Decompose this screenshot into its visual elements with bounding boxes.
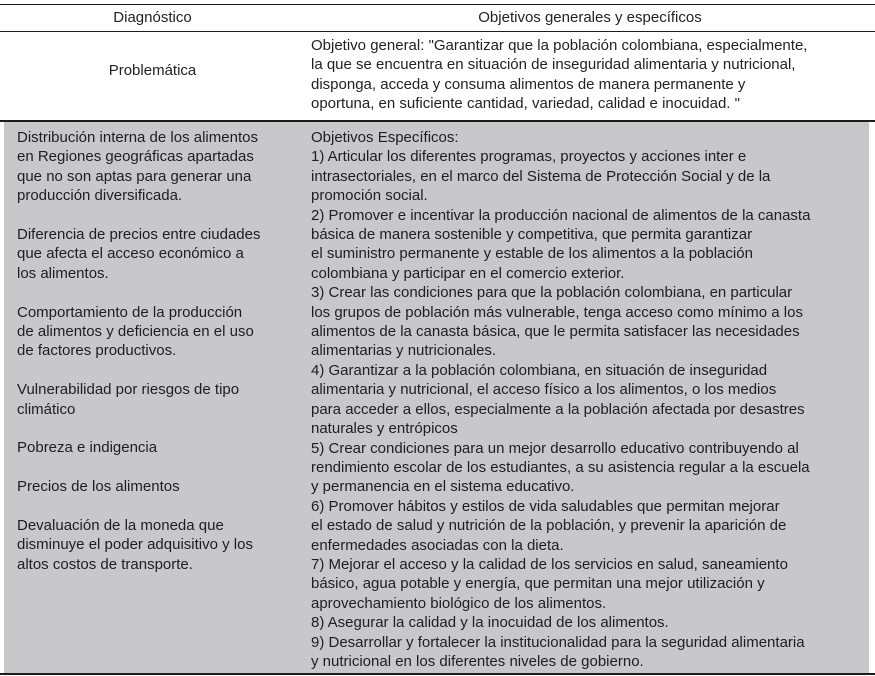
- specific-line: 3) Crear las condiciones para que la población colombiana, en particular: [311, 284, 793, 302]
- diagnostic-line: Diferencia de precios entre ciudades: [17, 226, 261, 244]
- diagnostic-line: Pobreza e indigencia: [17, 439, 158, 457]
- table-bottom-rule: [0, 673, 875, 675]
- specific-line: alimentarias y nutricionales.: [311, 342, 497, 360]
- diagnostic-item: [17, 516, 302, 574]
- specific-line: 1) Articular los diferentes programas, proyectos y acciones inter e: [311, 148, 747, 166]
- specific-line: 4) Garantizar a la población colombiana, en situación de inseguridad: [311, 361, 768, 379]
- objetivo-general-line: Objetivo general: "Garantizar que la población colombiana, especialmente,: [311, 37, 808, 54]
- diagnostic-line: de alimentos y deficiencia en el uso: [17, 323, 254, 341]
- specific-line: los grupos de población más vulnerable, tenga acceso como mínimo a los: [311, 303, 803, 321]
- objetivo-general-line: oportuna, en suficiente cantidad, variedad, calidad e inocuidad. ": [311, 95, 740, 113]
- specific-line: y nutricional en los diferentes niveles de gobierno.: [311, 652, 644, 670]
- objetivos-especificos-title: Objetivos Específicos:: [311, 129, 459, 146]
- diagnostic-line: que no son aptas para generar una: [17, 167, 252, 185]
- diagnostic-item: [17, 128, 302, 206]
- diagnostic-line: Comportamiento de la producción: [17, 303, 243, 321]
- diagnostic-line: disminuye el poder adquisitivo y los: [17, 536, 253, 554]
- specific-line: enfermedades asociadas con la dieta.: [311, 536, 564, 554]
- specific-line: 7) Mejorar el acceso y la calidad de los servicios en salud, saneamiento: [311, 555, 788, 573]
- specific-line: básico, agua potable y energía, que permitan una mejor utilización y: [311, 575, 765, 593]
- specific-line: alimentaria y nutricional, el acceso físico a los alimentos, o los medios: [311, 381, 777, 399]
- diagnostic-line: los alimentos.: [17, 264, 109, 282]
- specific-line: naturales y entrópicos: [311, 420, 458, 438]
- header-objetivos: Objetivos generales y específicos: [478, 9, 702, 26]
- specific-line: rendimiento escolar de los estudiantes, a su asistencia regular a la escuela: [311, 458, 810, 476]
- diagnostic-line: Devaluación de la moneda que: [17, 517, 224, 535]
- diagnostic-line: producción diversificada.: [17, 187, 183, 205]
- diagnostic-line: de factores productivos.: [17, 342, 177, 360]
- specific-line: el estado de salud y nutrición de la población, y prevenir la aparición de: [311, 517, 787, 535]
- objetivo-general-line: disponga, acceda y consuma alimentos de manera permanente y: [311, 75, 746, 93]
- specific-line: alimentos de la canasta básica, que le permita satisfacer las necesidades: [311, 323, 800, 341]
- specific-line: 9) Desarrollar y fortalecer la institucionalidad para la seguridad alimentaria: [311, 633, 805, 651]
- specific-line: el suministro permanente y estable de los alimentos a la población: [311, 245, 753, 263]
- specific-line: 6) Promover hábitos y estilos de vida saludables que permitan mejorar: [311, 497, 780, 515]
- diagnostic-line: Distribución interna de los alimentos: [17, 129, 258, 146]
- objetivo-general-line: la que se encuentra en situación de inseguridad alimentaria y nutricional,: [311, 56, 796, 74]
- specific-line: básica de manera sostenible y competitiva, que permita garantizar: [311, 226, 753, 244]
- diagnostic-item: [17, 438, 302, 457]
- objetivos-especificos: [311, 128, 871, 671]
- specific-line: promoción social.: [311, 187, 428, 205]
- diagnostic-item: [17, 380, 302, 419]
- specific-line: 5) Crear condiciones para un mejor desarrollo educativo contribuyendo al: [311, 439, 799, 457]
- diagnostic-line: en Regiones geográficas apartadas: [17, 148, 254, 166]
- header-diagnostico: Diagnóstico: [113, 9, 192, 26]
- specific-line: para acceder a ellos, especialmente a la población afectada por desastres: [311, 400, 805, 418]
- diagnostic-line: Vulnerabilidad por riesgos de tipo: [17, 381, 240, 399]
- diagnostic-line: climático: [17, 400, 76, 418]
- problematica-label: Problemática: [108, 62, 197, 79]
- specific-line: aprovechamiento biológico de los alimentos.: [311, 594, 607, 612]
- section-rule: [0, 120, 875, 122]
- diagnostic-line: altos costos de transporte.: [17, 555, 193, 573]
- diagnostic-line: que afecta el acceso económico a: [17, 245, 244, 263]
- diagnostic-item: [17, 303, 302, 361]
- specific-line: y permanencia en el sistema educativo.: [311, 478, 575, 496]
- specific-line: 2) Promover e incentivar la producción nacional de alimentos de la canasta: [311, 206, 811, 224]
- specific-line: 8) Asegurar la calidad y la inocuidad de los alimentos.: [311, 614, 669, 632]
- diagnostic-list: [17, 128, 302, 594]
- diagnostic-item: [17, 225, 302, 283]
- objetivo-general: [311, 36, 871, 114]
- specific-line: colombiana y participar en el comercio exterior.: [311, 264, 625, 282]
- diagnostic-line: Precios de los alimentos: [17, 478, 180, 496]
- diagnostic-item: [17, 477, 302, 496]
- specific-line: intrasectoriales, en el marco del Sistema de Protección Social y de la: [311, 167, 771, 185]
- header-rule: [0, 31, 875, 32]
